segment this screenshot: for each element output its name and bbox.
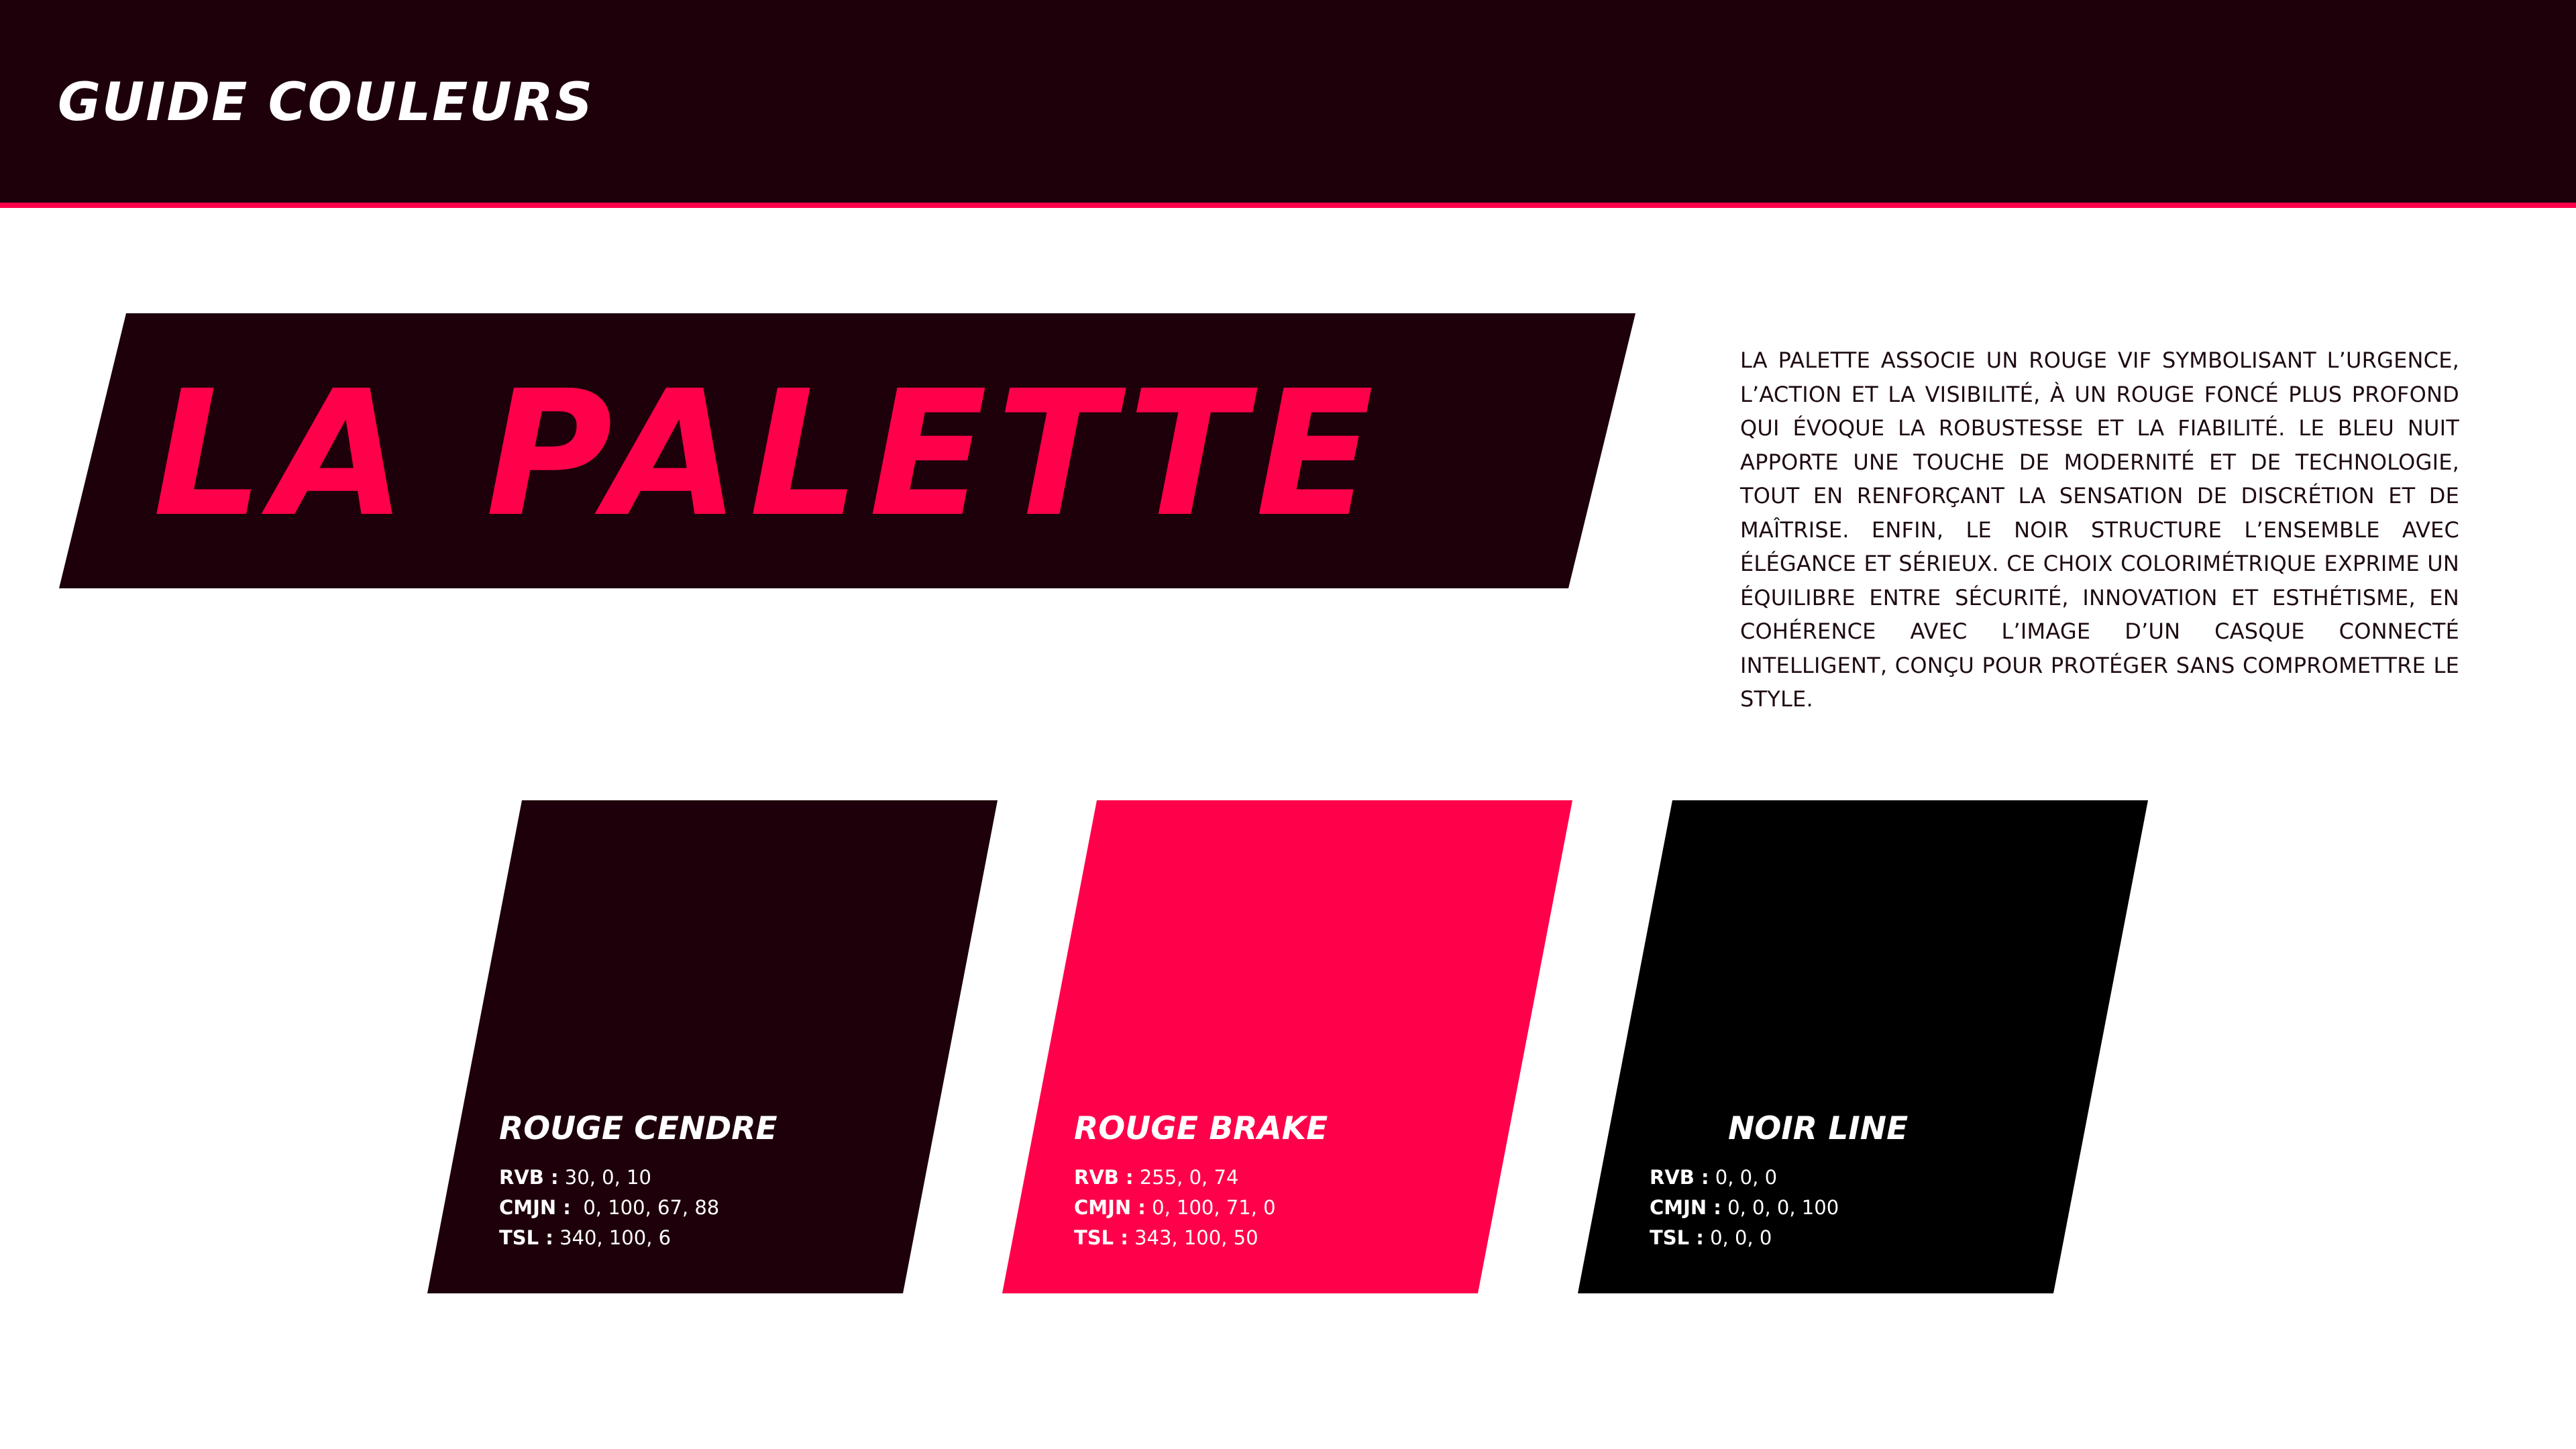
spec-cmjn xyxy=(1074,1193,1276,1223)
spec-rvb xyxy=(1074,1163,1276,1193)
swatch-noir-line xyxy=(1578,800,2148,1293)
swatch-specs xyxy=(1650,1163,1839,1253)
spec-value: 343, 100, 50 xyxy=(1134,1226,1258,1249)
spec-label: CMJN : xyxy=(499,1196,571,1219)
hero-title: LA PALETTE xyxy=(153,354,1383,555)
spec-tsl xyxy=(499,1223,719,1253)
palette-description: LA PALETTE ASSOCIE UN ROUGE VIF SYMBOLISANT L’URGENCE, L’ACTION ET LA VISIBILITÉ, À UN ROUGE FONCÉ PLUS PROFOND QUI ÉVOQUE LA ROBUSTESSE ET LA FIABILITÉ. LE BLEU NUIT APPORTE UNE TOUCHE DE MODERNITÉ ET DE TECHNOLOGIE, TOUT EN RENFORÇANT LA SENSATION DE DISCRÉTION ET DE MAÎTRISE. ENFIN, LE NOIR STRUCTURE L’ENSEMBLE AVEC ÉLÉGANCE ET SÉRIEUX. CE CHOIX COLORIMÉTRIQUE EXPRIME UN ÉQUILIBRE ENTRE SÉCURITÉ, INNOVATION ET ESTHÉTISME, EN COHÉRENCE AVEC L’IMAGE D’UN CASQUE CONNECTÉ INTELLIGENT, CONÇU POUR PROTÉGER SANS COMPROMETTRE LE STYLE. xyxy=(1740,347,2459,712)
spec-label: CMJN : xyxy=(1650,1196,1721,1219)
swatch-specs xyxy=(499,1163,719,1253)
spec-value: 340, 100, 6 xyxy=(559,1226,672,1249)
header-bar xyxy=(0,0,2576,203)
spec-value: 30, 0, 10 xyxy=(564,1166,651,1189)
spec-cmjn xyxy=(1650,1193,1839,1223)
spec-label: TSL : xyxy=(1074,1226,1128,1249)
spec-tsl xyxy=(1650,1223,1839,1253)
spec-label: TSL : xyxy=(499,1226,553,1249)
swatch-rouge-brake xyxy=(1002,800,1572,1293)
spec-value: 0, 0, 0 xyxy=(1715,1166,1778,1189)
hero-banner xyxy=(59,313,1635,588)
header-accent-rule xyxy=(0,203,2576,208)
spec-tsl xyxy=(1074,1223,1276,1253)
spec-label: RVB : xyxy=(1650,1166,1709,1189)
spec-value: 0, 100, 71, 0 xyxy=(1152,1196,1276,1219)
swatch-specs xyxy=(1074,1163,1276,1253)
spec-label: CMJN : xyxy=(1074,1196,1146,1219)
spec-value: 0, 0, 0, 100 xyxy=(1727,1196,1839,1219)
swatch-name: NOIR LINE xyxy=(1728,1110,1909,1147)
spec-value: 0, 100, 67, 88 xyxy=(583,1196,720,1219)
swatch-name: ROUGE BRAKE xyxy=(1074,1110,1328,1147)
spec-label: RVB : xyxy=(1074,1166,1134,1189)
spec-cmjn xyxy=(499,1193,719,1223)
spec-label: RVB : xyxy=(499,1166,559,1189)
swatch-rouge-cendre xyxy=(427,800,998,1293)
spec-value: 0, 0, 0 xyxy=(1710,1226,1772,1249)
spec-rvb xyxy=(499,1163,719,1193)
swatch-name: ROUGE CENDRE xyxy=(499,1110,777,1147)
spec-value: 255, 0, 74 xyxy=(1139,1166,1239,1189)
spec-label: TSL : xyxy=(1650,1226,1704,1249)
page-title: GUIDE COULEURS xyxy=(58,72,594,133)
spec-rvb xyxy=(1650,1163,1839,1193)
